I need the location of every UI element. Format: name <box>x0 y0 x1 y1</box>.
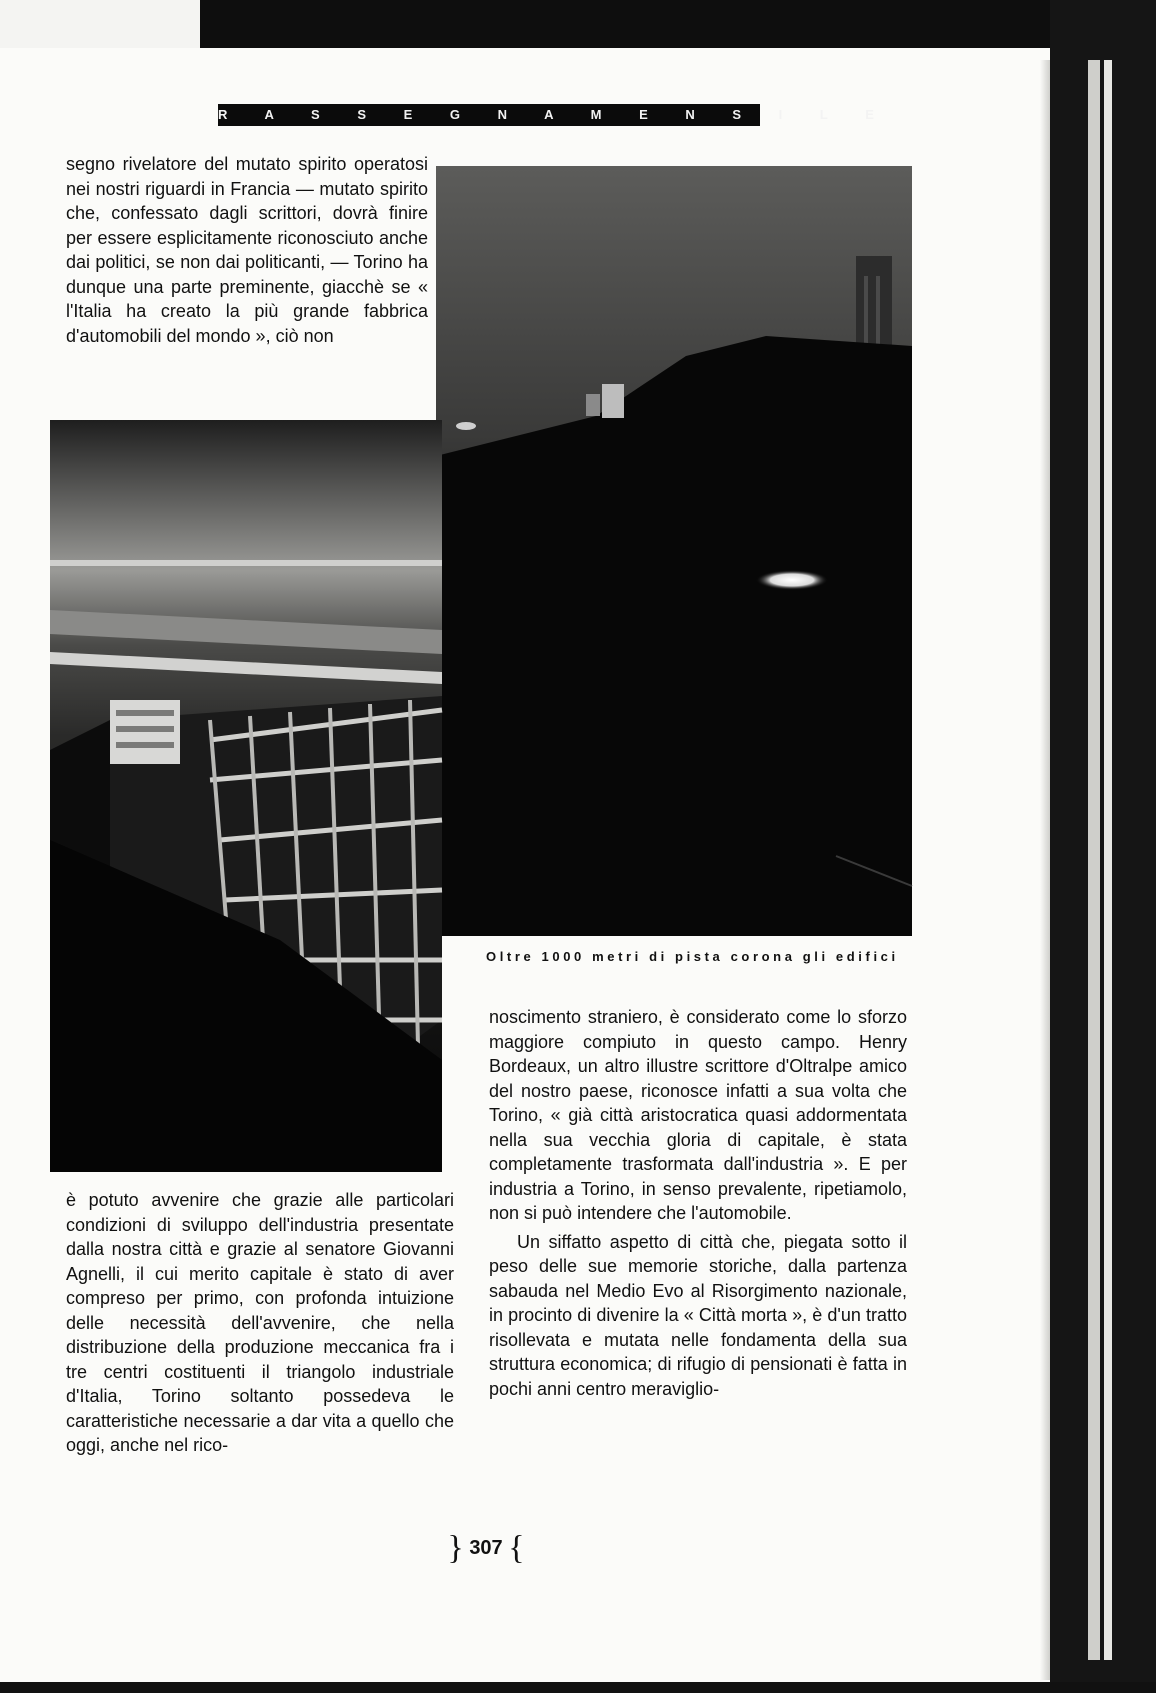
scan-frame-corner <box>0 0 200 50</box>
scan-frame-right <box>1050 0 1156 1693</box>
adjacent-page-edge-2 <box>1104 60 1112 1660</box>
paragraph-right-2: Un siffatto aspetto di città che, piegata sotto il peso delle sue memorie storiche, dalla partenza sabauda nel Medio Evo al Risorgimento nazionale, in procinto di divenire la « Città morta », è d'un tratto risollevata e mutata nelle fondamenta della sua struttura economica; di rifugio di pensionati è fatta in pochi anni centro meraviglio- <box>489 1231 907 1399</box>
column-bottom-left <box>66 1188 454 1458</box>
scan-frame-bottom <box>0 1682 1156 1693</box>
running-head: R A S S E G N A M E N S I L E <box>218 104 760 126</box>
paragraph-bottom-left: è potuto avvenire che grazie alle particolari condizioni di sviluppo dell'industria presentate dalla nostra città e grazie al senatore Giovanni Agnelli, il cui merito capitale è stato di aver compreso per primo, con profonda intuizione delle necessità dell'avvenire, che nella distribuzione della produzione meccanica fra i tre centri costituenti il triangolo industriale d'Italia, Torino soltanto possedeva le caratteristiche necessarie a dar vita a quello che oggi, anche nel rico- <box>66 1190 454 1455</box>
page-number: 307 <box>469 1537 503 1559</box>
photo-caption: Oltre 1000 metri di pista corona gli edifici <box>486 949 899 964</box>
folio-right-ornament: { <box>508 1529 525 1567</box>
paragraph-top-left: segno rivelatore del mutato spirito operatosi nei nostri riguardi in Francia — mutato spirito che, confessato dagli scrittori, dovrà finire per essere esplicitamente riconosciuto anche dai politici, se non dai politicanti, — Torino ha dunque una parte preminente, giacchè se « l'Italia ha creato la più grande fabbrica d'automobili del mondo », ciò non <box>66 154 428 346</box>
paragraph-right-1: noscimento straniero, è considerato come lo sforzo maggiore compiuto in questo campo. Henry Bordeaux, un altro illustre scrittore d'Oltralpe amico del nostro paese, riconosce infatti a sua volta che Torino, « già città aristocratica quasi addormentata nella sua vecchia gloria di capitale, è stata completamente trasformata dall'industria ». E per industria a Torino, in senso prevalente, ripetiamolo, non si può intendere che l'automobile. <box>489 1007 907 1223</box>
page-folio <box>426 1530 546 1566</box>
folio-left-ornament: } <box>447 1529 464 1567</box>
photo-track-night <box>436 166 912 936</box>
column-top-left <box>66 152 428 348</box>
column-right <box>489 1005 907 1401</box>
photo-factory-building <box>50 420 442 1172</box>
adjacent-page-edge <box>1088 60 1100 1660</box>
